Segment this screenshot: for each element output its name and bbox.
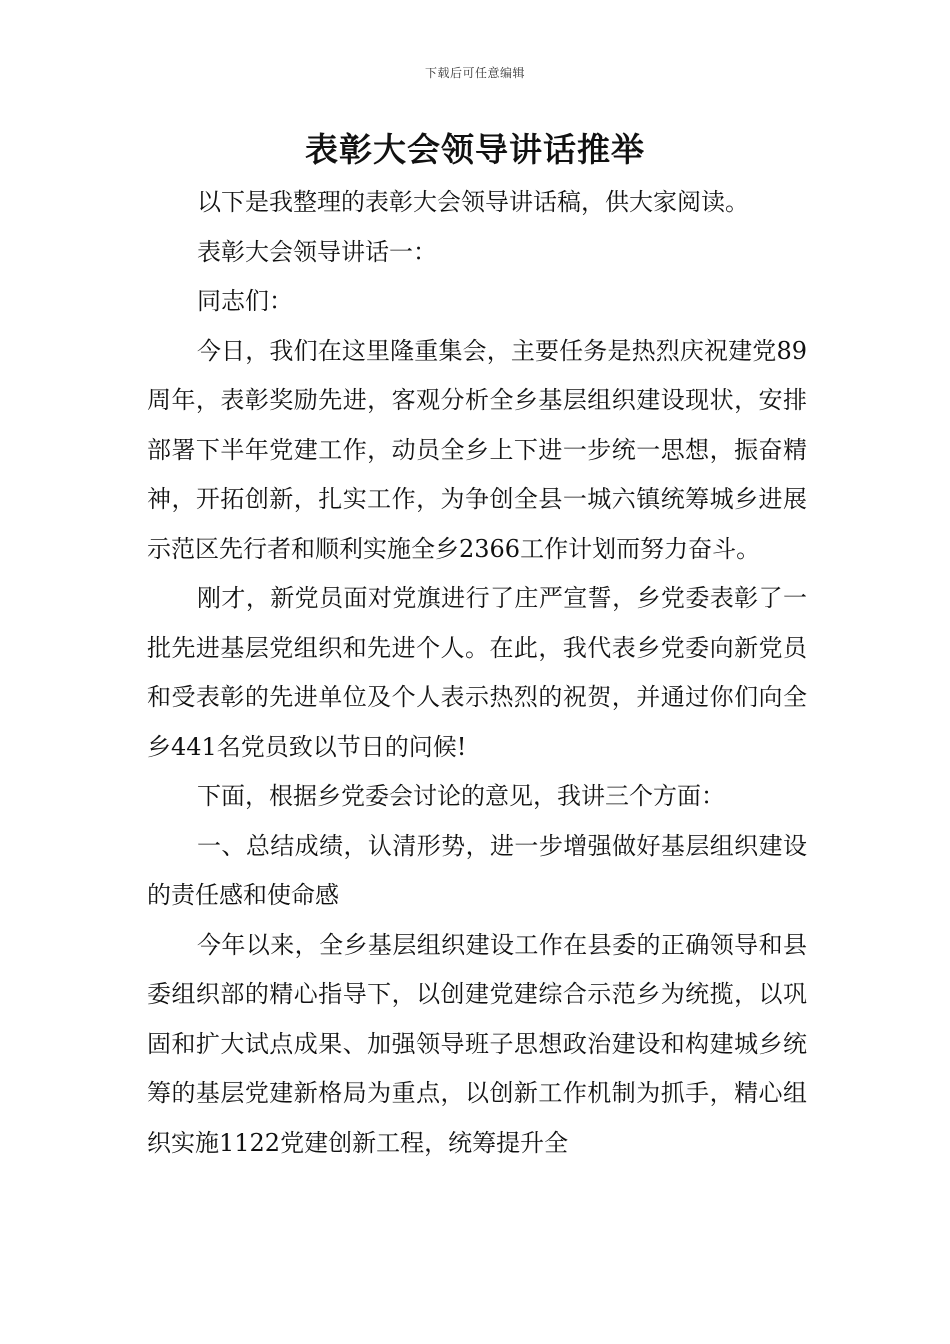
paragraph-intro: 以下是我整理的表彰大会领导讲话稿，供大家阅读。 bbox=[197, 188, 749, 216]
paragraph-salutation: 同志们： bbox=[197, 287, 293, 315]
paragraph-body: 下面，根据乡党委会讨论的意见，我讲三个方面： bbox=[197, 782, 725, 810]
paragraph-body: 今日，我们在这里隆重集会，主要任务是热烈庆祝建党89周年，表彰奖励先进，客观分析全乡基层组织建设现状，安排部署下半年党建工作，动员全乡上下进一步统一思想，振奋精神，开拓创新，扎实工作，为争创全县一城六镇统筹城乡进展示范区先行者和顺利实施全乡2366工作计划而努力奋斗。 bbox=[147, 336, 807, 563]
paragraph-body: 刚才，新党员面对党旗进行了庄严宣誓，乡党委表彰了一批先进基层党组织和先进个人。在此，我代表乡党委向新党员和受表彰的先进单位及个人表示热烈的祝贺，并通过你们向全乡441名党员致以节日的问候! bbox=[147, 584, 807, 761]
paragraph-section-heading: 一、总结成绩，认清形势，进一步增强做好基层组织建设的责任感和使命感 bbox=[147, 831, 807, 909]
header-note: 下载后可任意编辑 bbox=[424, 66, 525, 80]
paragraph-speech-heading: 表彰大会领导讲话一： bbox=[197, 237, 437, 266]
document-title: 表彰大会领导讲话推举 bbox=[305, 130, 645, 169]
paragraph-body: 今年以来，全乡基层组织建设工作在县委的正确领导和县委组织部的精心指导下，以创建党建综合示范乡为统揽，以巩固和扩大试点成果、加强领导班子思想政治建设和构建城乡统筹的基层党建新格局为重点，以创新工作机制为抓手，精心组织实施1122党建创新工程，统筹提升全 bbox=[147, 930, 807, 1157]
document-body bbox=[147, 178, 807, 1168]
